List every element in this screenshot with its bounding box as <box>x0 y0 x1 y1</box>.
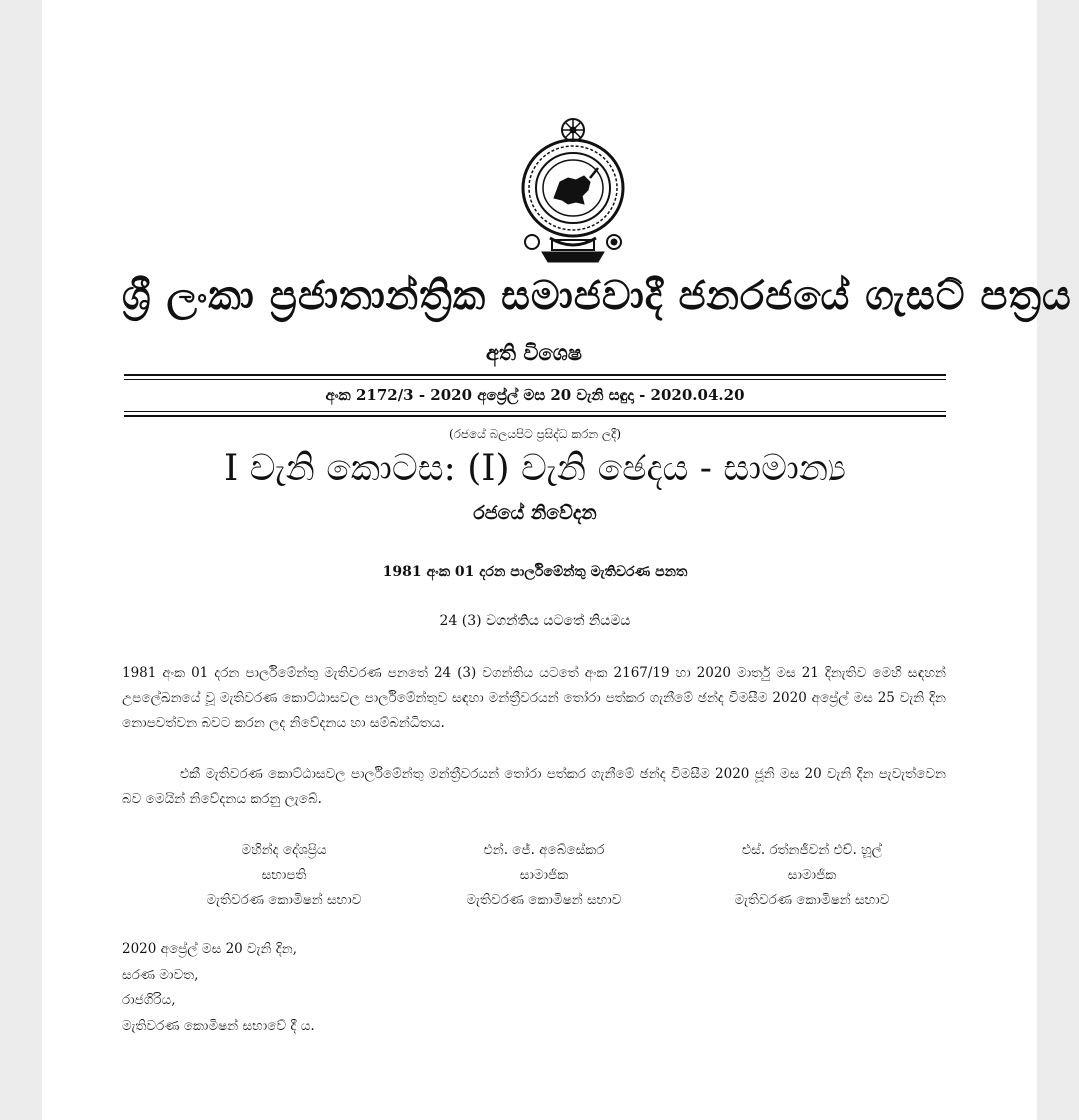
signatory-role: සභාපති <box>261 867 307 883</box>
gazette-title: ශ්‍රී ලංකා ප්‍රජාතාන්ත්‍රික සමාජවාදී ජනරජයේ ගැසට් පත්‍රය <box>122 272 1072 319</box>
signatory-role: සාමාජික <box>519 867 569 883</box>
issue-date: 2020 අප්‍රේල් මස 20 වැනි දින, <box>122 941 298 957</box>
address-city: රාජගිරිය, <box>122 992 176 1008</box>
bottom-rule-thick <box>124 415 946 417</box>
signatory-3 <box>692 838 932 913</box>
address-street: සරණ මාවත, <box>122 966 199 983</box>
bottom-rule-thin <box>124 411 946 412</box>
gazette-subtitle: අති විශෙෂ <box>486 340 582 365</box>
order-title: 24 (3) වගන්තිය යටතේ නියමය <box>439 613 631 629</box>
signatory-name: මහින්ද දේශප්‍රිය <box>241 842 327 858</box>
signatory-org: මැතිවරණ කොමිෂන් සභාව <box>206 892 362 908</box>
national-emblem-icon <box>518 112 628 268</box>
paragraph-1: 1981 අංක 01 දරන පාර්ලිමේන්තු මැතිවරණ පනතේ 24 (3) වගන්තිය යටතේ අංක 2167/19 හා 2020 මාර්තු මස 21 දිනැතිව මෙහි සඳහන් උපලේඛනයේ වූ මැතිවරණ කොට්ඨාසවල පාර්ලිමේන්තුව සඳහා මන්ත්‍රීවරයන් තෝරා පත්කර ගැනීමේ ඡන්ද විමසීම 2020 අප්‍රේල් මස 25 වැනි දින නොපවත්වන බවට කරන ලද නිවේදනය හා සම්බන්ධිතය. <box>122 665 946 731</box>
signatory-1 <box>164 838 404 913</box>
signatory-2 <box>424 838 664 913</box>
signatory-role: සාමාජික <box>787 867 837 883</box>
gazette-page <box>42 0 1072 1120</box>
signatory-org: මැතිවරණ කොමිෂන් සභාව <box>466 892 622 908</box>
act-title: 1981 අංක 01 දරන පාර්ලිමේන්තු මැතිවරණ පනත <box>382 564 688 580</box>
signatory-org: මැතිවරණ කොමිෂන් සභාව <box>734 892 890 908</box>
issue-line: අංක 2172/3 - 2020 අප්‍රේල් මස 20 වැනි සඳුදා - 2020.04.20 <box>325 386 745 404</box>
signatory-name: එන්. ජේ. අබේසේකර <box>483 842 605 858</box>
paragraph-2: එකී මැතිවරණ කොට්ඨාසවල පාර්ලිමේන්තු මන්ත්‍රීවරයන් තෝරා පත්කර ගැනීමේ ඡන්ද විමසීම 2020 ජූනි මස 20 වැනි දින පැවැත්වෙන බව මෙයින් නිවේදනය කරනු ලැබේ. <box>122 766 946 807</box>
part-heading: I වැනි කොටස: (I) වැනි ඡෙදය - සාමාන්‍ය <box>224 448 846 489</box>
section-heading: රජයේ නිවේදන <box>473 502 597 524</box>
signatory-name: එස්. රත්නජීවන් එච්. හූල් <box>742 842 882 858</box>
top-rule-thick <box>124 374 946 376</box>
publication-authority: (රජයේ බලයපිට ප්‍රසිද්ධ කරන ලදී) <box>448 427 622 441</box>
issuing-address <box>122 937 315 1039</box>
top-rule-thin <box>124 379 946 380</box>
address-office: මැතිවරණ කොමිෂන් සභාවේ දී ය. <box>122 1017 315 1034</box>
